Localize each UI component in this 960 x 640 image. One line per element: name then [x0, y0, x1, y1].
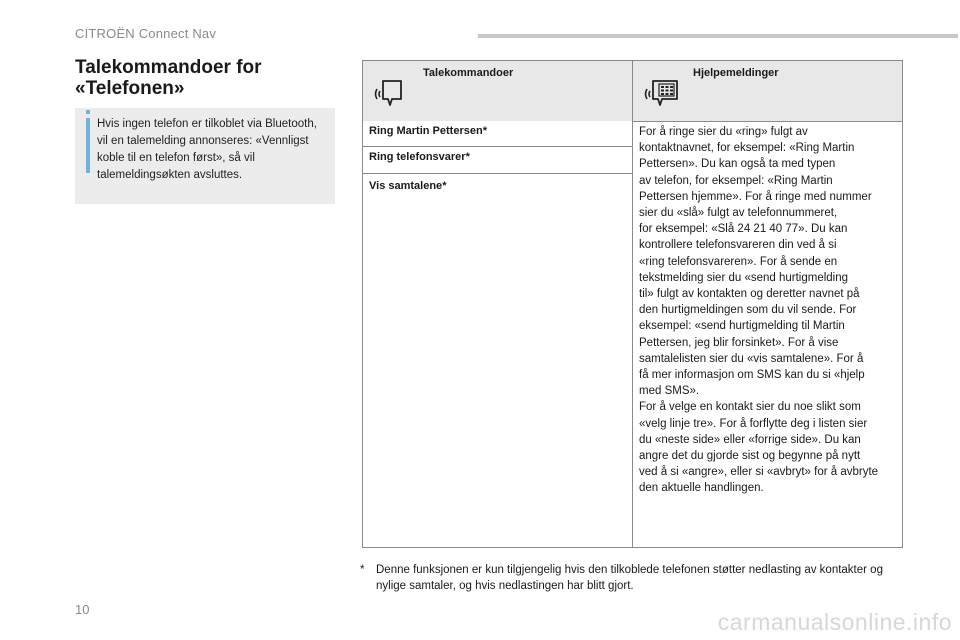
info-icon-dot [86, 110, 90, 114]
header-title: CITROËN Connect Nav [75, 26, 217, 41]
help-text: For å ringe sier du «ring» fulgt av kontaktnavnet, for eksempel: «Ring Martin Pettersen». Du kan også ta med typen av telefon, for eksempel: «Ring Martin Pettersen hjemme». For å ringe med nummer sier du «slå» fulgt av telefonnummeret, for eksempel: «Slå 24 21 40 77». Du kan kontrollere telefonsvareren din ved å si «ring telefonsvareren». For å sende en tekstmelding sier du «send hurtigmelding til» fulgt av kontakten og deretter navnet på den hurtigmeldingen som du vil sende. For eksempel: «send hurtigmelding til Martin Pettersen, jeg blir forsinket». For å vise samtalelisten sier du «vis samtalene». For å få mer informasjon om SMS kan du si «hjelp med SMS». For å velge en kontakt sier du noe slikt som «velg linje tre». For å forflytte deg i listen sier du «neste side» eller «forrige side». Du kan angre det du gjorde sist og begynne på nytt ved å si «angre», eller si «avbryt» for å avbryte den aktuelle handlingen. [639, 126, 879, 495]
page-title [75, 57, 335, 99]
footnote-mark: * [360, 564, 365, 576]
page-number: 10 [75, 602, 90, 617]
page-title-line-2: «Telefonen» [75, 78, 185, 99]
command-label: Vis samtalene* [369, 180, 447, 192]
voice-commands-table [362, 60, 903, 548]
info-box [75, 108, 335, 204]
command-label: Ring Martin Pettersen* [369, 125, 487, 137]
info-icon [86, 118, 90, 173]
column-divider [632, 61, 633, 547]
table-row [363, 174, 632, 547]
voice-keypad-icon [641, 73, 681, 114]
footnote-text: Denne funksjonen er kun tilgjengelig hvis den tilkoblede telefonen støtter nedlasting av kontakter og nylige samtaler, og hvis nedlastingen har blitt gjort. [376, 564, 883, 592]
column-header-help: Hjelpemeldinger [693, 67, 779, 79]
info-text: Hvis ingen telefon er tilkoblet via Bluetooth, vil en talemelding annonseres: «Vennligst koble til en telefon først», så vil talemeldingsøkten avsluttes. [97, 118, 317, 181]
table-row [363, 121, 632, 147]
watermark: carmanualsonline.info [717, 609, 952, 635]
header-rule [478, 34, 958, 38]
page-title-line-1: Talekommandoer for [75, 57, 262, 78]
table-row [363, 147, 632, 174]
command-label: Ring telefonsvarer* [369, 151, 470, 163]
column-header-commands: Talekommandoer [423, 67, 514, 79]
voice-command-icon [371, 73, 407, 114]
